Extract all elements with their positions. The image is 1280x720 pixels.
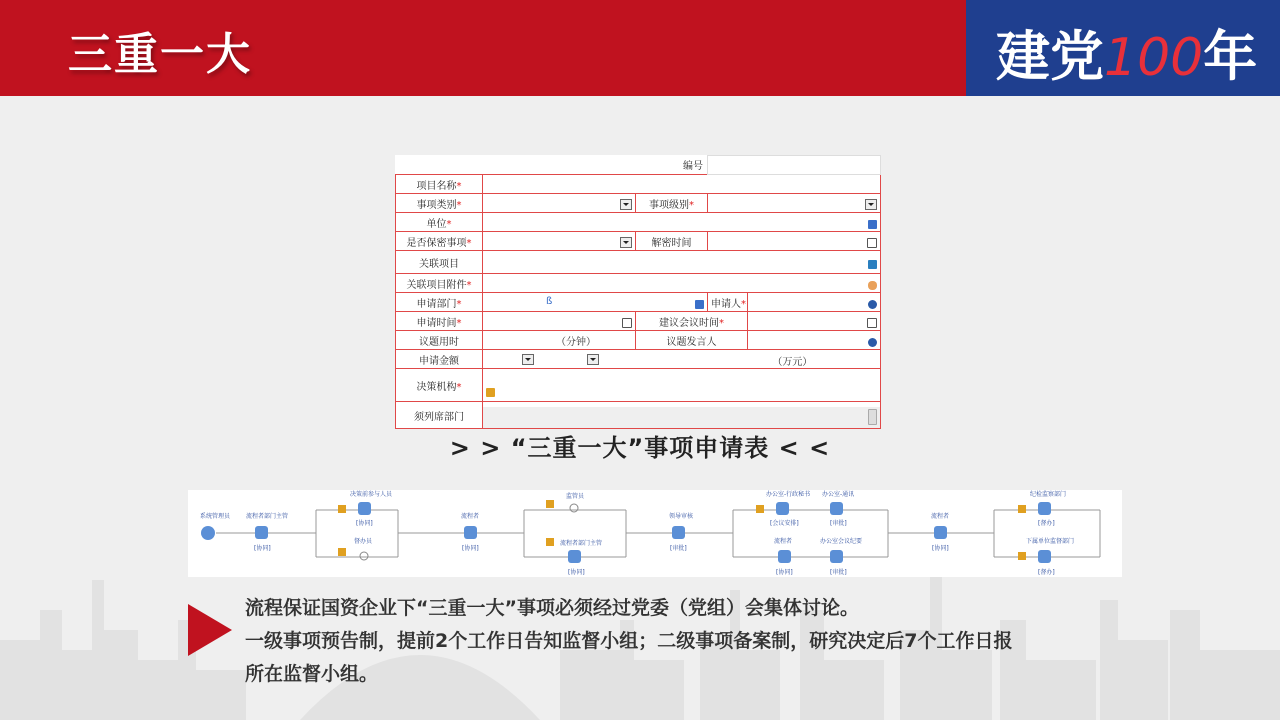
- topic-speaker-label: 议题发言人: [636, 331, 748, 350]
- svg-text:[协同]: [协同]: [462, 545, 479, 552]
- item-type-select[interactable]: [483, 194, 636, 213]
- description-line-1: 流程保证国资企业下“三重一大”事项必须经过党委（党组）会集体讨论。: [245, 597, 859, 619]
- svg-text:[协同]: [协同]: [568, 569, 585, 576]
- calendar-icon[interactable]: [867, 238, 877, 248]
- topic-speaker-input[interactable]: [748, 331, 881, 350]
- svg-text:办公室会议纪要: 办公室会议纪要: [820, 538, 863, 545]
- flow-node: [200, 512, 231, 540]
- description-line-3: 所在监督小组。: [245, 663, 379, 685]
- number-label: 编号: [683, 161, 704, 173]
- svg-text:[协同]: [协同]: [254, 545, 271, 552]
- svg-text:办公室-行政秘书: 办公室-行政秘书: [766, 491, 811, 498]
- svg-text:[会议安排]: [会议安排]: [770, 520, 799, 527]
- brand-prefix: 建党: [996, 25, 1104, 88]
- apply-time-label: 申请时间*: [396, 312, 483, 331]
- workflow-diagram: [188, 490, 1122, 577]
- attend-dept-label: 须列席部门: [396, 402, 483, 429]
- declassify-time-input[interactable]: [708, 232, 881, 251]
- dropdown-arrow-icon[interactable]: [620, 199, 632, 210]
- svg-text:系统管理员: 系统管理员: [200, 513, 231, 520]
- declassify-time-label: 解密时间: [636, 232, 708, 251]
- tree-picker-icon[interactable]: [486, 388, 495, 397]
- svg-text:流程者: 流程者: [931, 513, 950, 520]
- svg-text:纪检监察部门: 纪检监察部门: [1030, 491, 1067, 498]
- svg-text:[督办]: [督办]: [1038, 569, 1055, 576]
- svg-text:[审批]: [审批]: [830, 569, 847, 576]
- suggest-meeting-time-label: 建议会议时间*: [636, 312, 748, 331]
- item-level-label: 事项级别*: [636, 194, 708, 213]
- svg-text:流程者: 流程者: [774, 538, 793, 545]
- brand-number: 100: [1104, 28, 1204, 88]
- page-title: 三重一大: [68, 29, 252, 80]
- flow-node: [461, 512, 479, 552]
- calendar-icon[interactable]: [867, 318, 877, 328]
- amount-unit: （万元）: [772, 356, 813, 368]
- apply-time-input[interactable]: [483, 312, 636, 331]
- scrollbar-icon[interactable]: [868, 409, 877, 425]
- dept-picker-icon[interactable]: [695, 300, 704, 309]
- flow-node: [756, 490, 810, 527]
- flow-node: [546, 492, 585, 512]
- project-picker-icon[interactable]: [868, 260, 877, 269]
- flow-node: [822, 490, 854, 527]
- brand-suffix: 年: [1203, 25, 1258, 88]
- apply-dept-label: 申请部门*: [396, 293, 483, 312]
- flow-node: [338, 490, 393, 527]
- minutes-unit: （分钟）: [556, 336, 596, 348]
- is-secret-label: 是否保密事项*: [396, 232, 483, 251]
- svg-text:监管员: 监管员: [566, 493, 585, 500]
- decision-body-input[interactable]: [483, 369, 881, 402]
- dropdown-arrow-icon[interactable]: [865, 199, 877, 210]
- svg-text:[协同]: [协同]: [932, 545, 949, 552]
- svg-text:下属单位监督部门: 下属单位监督部门: [1026, 538, 1075, 545]
- attend-dept-input[interactable]: [483, 402, 881, 429]
- apply-amount-input[interactable]: [483, 350, 881, 369]
- svg-text:[协同]: [协同]: [776, 569, 793, 576]
- dropdown-arrow-icon[interactable]: [587, 354, 599, 365]
- svg-text:[协同]: [协同]: [356, 520, 373, 527]
- user-picker-icon[interactable]: [868, 338, 877, 347]
- svg-text:办公室-通讯: 办公室-通讯: [822, 491, 855, 498]
- dept-tree-icon[interactable]: ß: [546, 295, 553, 307]
- unit-label: 单位*: [396, 213, 483, 232]
- dropdown-arrow-icon[interactable]: [522, 354, 534, 365]
- svg-text:决策前参与人员: 决策前参与人员: [350, 491, 393, 498]
- svg-text:领导审核: 领导审核: [669, 513, 694, 520]
- attachment-icon[interactable]: [868, 281, 877, 290]
- item-type-label: 事项类别*: [396, 194, 483, 213]
- project-name-input[interactable]: [483, 175, 881, 194]
- svg-text:[督办]: [督办]: [1038, 520, 1055, 527]
- brand-logo: [996, 14, 1257, 91]
- workflow-svg: [188, 490, 1122, 577]
- flow-node: [669, 512, 694, 552]
- form-caption: > > “三重一大”事项申请表 < <: [449, 434, 831, 462]
- applicant-input[interactable]: [748, 293, 881, 312]
- calendar-icon[interactable]: [622, 318, 632, 328]
- unit-input[interactable]: [483, 213, 881, 232]
- applicant-label: 申请人*: [708, 293, 748, 312]
- item-level-select[interactable]: [708, 194, 881, 213]
- topic-duration-input[interactable]: [483, 331, 636, 350]
- suggest-meeting-time-input[interactable]: [748, 312, 881, 331]
- related-project-label: 关联项目: [396, 251, 483, 274]
- description: [245, 592, 1145, 691]
- related-attachment-input[interactable]: [483, 274, 881, 293]
- description-line-2: 一级事项预告制，提前2个工作日告知监督小组；二级事项备案制，研究决定后7个工作日报: [245, 630, 1013, 652]
- svg-text:流程者: 流程者: [461, 513, 480, 520]
- header-bar: [0, 0, 1280, 96]
- svg-text:[审批]: [审批]: [830, 520, 847, 527]
- related-project-input[interactable]: [483, 251, 881, 274]
- brand-box: [966, 0, 1280, 96]
- org-picker-icon[interactable]: [868, 220, 877, 229]
- svg-text:[审批]: [审批]: [670, 545, 687, 552]
- flow-node: [931, 512, 949, 552]
- apply-amount-label: 申请金额: [396, 350, 483, 369]
- svg-text:流程者部门主管: 流程者部门主管: [560, 540, 603, 547]
- apply-dept-input[interactable]: [483, 293, 708, 312]
- decision-body-label: 决策机构*: [396, 369, 483, 402]
- bullet-triangle-icon: [188, 604, 232, 656]
- svg-text:流程者部门主管: 流程者部门主管: [246, 513, 289, 520]
- number-field[interactable]: [708, 156, 881, 175]
- dropdown-arrow-icon[interactable]: [620, 237, 632, 248]
- flow-node: [246, 512, 288, 552]
- project-name-label: 项目名称*: [396, 175, 483, 194]
- is-secret-select[interactable]: [483, 232, 636, 251]
- svg-text:督办员: 督办员: [354, 538, 373, 545]
- related-attachment-label: 关联项目附件*: [396, 274, 483, 293]
- user-picker-icon[interactable]: [868, 300, 877, 309]
- application-form: [395, 155, 880, 423]
- flow-node: [1018, 490, 1066, 527]
- topic-duration-label: 议题用时: [396, 331, 483, 350]
